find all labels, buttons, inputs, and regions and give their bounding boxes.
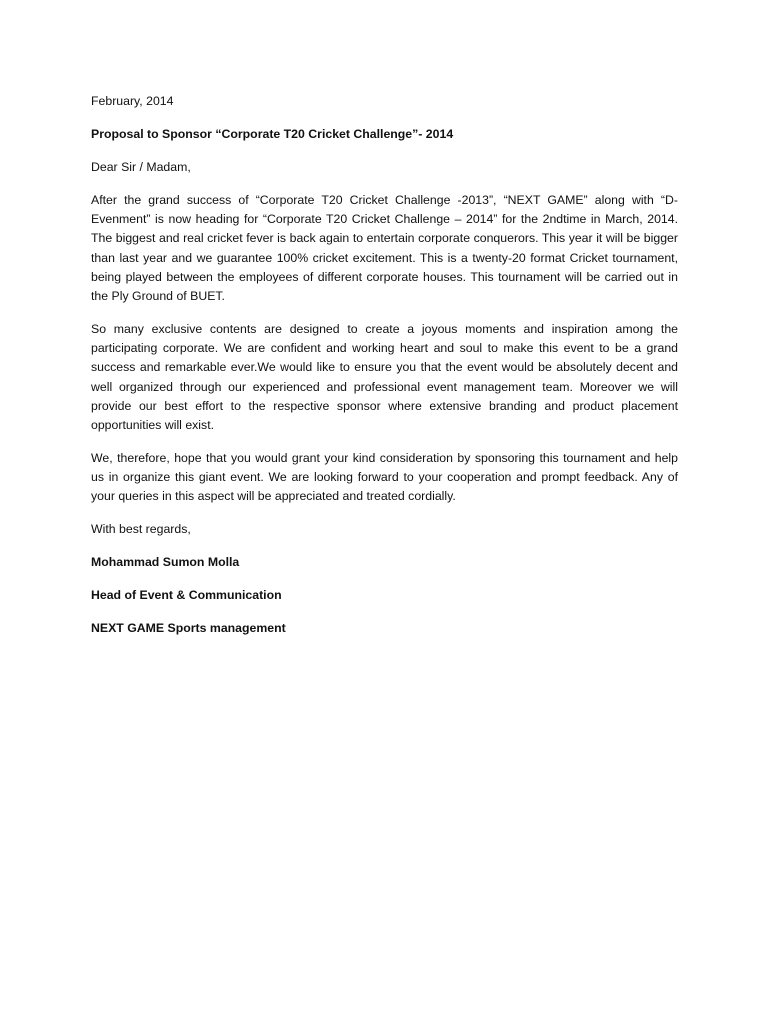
signer-name: Mohammad Sumon Molla — [91, 555, 240, 570]
paragraph-contents: So many exclusive contents are designed to create a joyous moments and inspiration among the participating corporate. We are confident and working heart and soul to make this event to be a grand success and remarkable ever.We would like to ensure you that the event would be absolutely decent and well organized through our experienced and professional event management team. Moreover we will provide our best effort to the respective sponsor where extensive branding and product placement opportunities will exist. — [91, 322, 678, 433]
letter-subject: Proposal to Sponsor “Corporate T20 Cricket Challenge”- 2014 — [91, 127, 454, 141]
letter-salutation: Dear Sir / Madam, — [91, 160, 191, 174]
paragraph-intro: After the grand success of “Corporate T20 Cricket Challenge -2013”, “NEXT GAME” along with “D-Evenment” is now heading for “Corporate T20 Cricket Challenge – 2014” for the 2ndtime in March, 2014. The biggest and real cricket fever is back again to entertain corporate conquerors. This year it will be bigger than last year and we guarantee 100% cricket excitement. This is a twenty-20 format Cricket tournament, being played between the employees of different corporate houses. This tournament will be carried out in the Ply Ground of BUET. — [91, 193, 678, 304]
signer-organization: NEXT GAME Sports management — [91, 621, 286, 636]
letter-body — [91, 92, 678, 652]
paragraph-request: We, therefore, hope that you would grant your kind consideration by sponsoring this tournament and help us in organize this giant event. We are looking forward to your cooperation and prompt feedback. Any of your queries in this aspect will be appreciated and treated cordially. — [91, 451, 678, 504]
letter-date: February, 2014 — [91, 94, 174, 108]
letter-closing: With best regards, — [91, 522, 191, 537]
signer-title: Head of Event & Communication — [91, 588, 282, 603]
